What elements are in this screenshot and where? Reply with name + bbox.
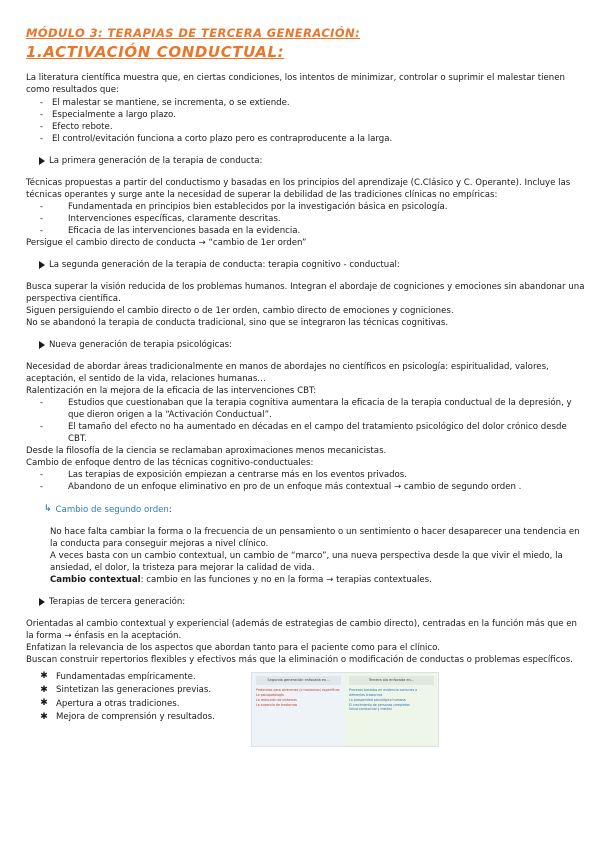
list-item: ✱ Sintetizan las generaciones previas. [38, 684, 258, 698]
list-item: ✱ Fundamentadas empíricamente. [38, 670, 258, 684]
list-item: - El tamaño del efecto no ha aumentado en décadas en el campo del tratamiento psicológico del dolor crónico desde CBT. [40, 421, 586, 445]
comparison-table-image [251, 672, 439, 747]
third-gen-line: Buscan construir repertorios flexibles y efectivos más que la eliminación o modificación de conductas o problemas específicos. [26, 655, 573, 666]
list-item: - Intervenciones específicas, claramente descritas. [40, 213, 586, 225]
new-gen-text: Cambio de enfoque dentro de las técnicas cognitivo-conductuales: [26, 458, 314, 469]
list-item: ✱ Mejora de comprensión y resultados. [38, 711, 258, 725]
triangle-bullet-icon [39, 341, 45, 349]
star-bullet-icon: ✱ [40, 698, 48, 709]
new-gen-list-2 [26, 469, 586, 493]
section-heading: 1.ACTIVACIÓN CONDUCTUAL: [26, 42, 285, 61]
new-gen-heading: Nueva generación de terapia psicológicas: [26, 339, 586, 351]
star-list [26, 670, 258, 724]
module-heading: MÓDULO 3: TERAPIAS DE TERCERA GENERACIÓN: [26, 26, 361, 40]
contextual-change-line: Cambio contextual: cambio en las funciones y no en la forma → terapias contextuales. [50, 575, 432, 586]
first-gen-list [26, 201, 586, 237]
second-gen-line: Siguen persiguiendo el cambio directo o de 1er orden, cambio directo de emociones y cogniciones. [26, 305, 454, 316]
list-item: - Estudios que cuestionaban que la terapia cognitiva aumentara la eficacia de la terapia conductual de la depresión, y que dieron origen a la “Activación Conductual”. [40, 397, 586, 421]
second-order-link-row: ↳ Cambio de segundo orden : [44, 504, 172, 515]
third-gen-line: Orientadas al cambio contextual y experiencial (además de estrategias de cambio directo), centradas en la función más que en la forma → énfasis en la aceptación. [26, 619, 577, 642]
second-order-block [26, 526, 586, 586]
thumb-left-column: Segunda generación enfocada en... Protocolos para síndromes (o trastornos) específicos La psicopatología La reducción de síntomas La ausencia de trastornos [252, 673, 345, 746]
new-gen-text: Ralentización en la mejora de la eficacia de las intervenciones CBT: [26, 386, 317, 397]
new-gen-list-1 [26, 397, 586, 445]
list-item: - El control/evitación funciona a corto plazo pero es contraproducente a la larga. [40, 133, 586, 145]
list-item: - Fundamentada en principios bien establecidos por la investigación básica en psicología. [40, 201, 586, 213]
third-gen-heading: Terapias de tercera generación: [26, 596, 586, 608]
list-item: ✱ Apertura a otras tradiciones. [38, 697, 258, 711]
third-gen-summary [26, 670, 586, 724]
return-arrow-icon: ↳ [44, 504, 52, 515]
list-item: - Eficacia de las intervenciones basada en la evidencia. [40, 225, 586, 237]
second-order-link[interactable]: Cambio de segundo orden [55, 504, 169, 515]
second-gen-line: No se abandonó la terapia de conducta tradicional, sino que se integraron las técnicas cognitivas. [26, 317, 449, 328]
first-gen-closing: Persigue el cambio directo de conducta → “cambio de 1er orden” [26, 237, 307, 248]
list-item: - El malestar se mantiene, se incrementa, o se extiende. [40, 97, 586, 109]
second-order-text: A veces basta con un cambio contextual, un cambio de “marco”, una nueva perspectiva desde la que vivir el miedo, la ansiedad, el dolor, la tristeza para mejorar la calidad de vida. [50, 551, 563, 574]
document-page [26, 26, 586, 724]
star-bullet-icon: ✱ [40, 684, 48, 695]
first-gen-heading: La primera generación de la terapia de conducta: [26, 155, 586, 167]
list-item: - Especialmente a largo plazo. [40, 109, 586, 121]
star-bullet-icon: ✱ [40, 671, 48, 682]
new-gen-text: Desde la filosofía de la ciencia se reclamaban aproximaciones menos mecanicistas. [26, 446, 387, 457]
second-gen-heading: La segunda generación de la terapia de conducta: terapia cognitivo - conductual: [26, 259, 586, 271]
triangle-bullet-icon [39, 598, 45, 606]
first-gen-text: Técnicas propuestas a partir del conductismo y basadas en los principios del aprendizaje (C.Clásico y C. Operante). Incluye las técnicas operantes y surge ante la necesidad de superar la debilidad de las tradiciones clínicas no empíricas: [26, 177, 571, 200]
triangle-bullet-icon [39, 157, 45, 165]
thumb-right-column: Tercera ola enfocada en... Procesos basados en evidencia comunes a diferentes trastornos La prosperidad psicológica humana El crecimiento de personas completas Salud conductual y mental [345, 673, 438, 746]
list-item: - Abandono de un enfoque eliminativo en pro de un enfoque más contextual → cambio de segundo orden . [40, 481, 586, 493]
new-gen-text: Necesidad de abordar áreas tradicionalmente en manos de abordajes no científicos en psicología: espiritualidad, valores, aceptación, el sentido de la vida, relaciones humanas… [26, 362, 549, 385]
third-gen-line: Enfatizan la relevancia de los aspectos que abordan tanto para el paciente como para el clínico. [26, 643, 440, 654]
contextual-change-label: Cambio contextual [50, 575, 141, 586]
list-item: - Efecto rebote. [40, 121, 586, 133]
list-item: - Las terapias de exposición empiezan a centrarse más en los eventos privados. [40, 469, 586, 481]
second-gen-line: Busca superar la visión reducida de los problemas humanos. Integran el abordaje de cogniciones y emociones sin abandonar una perspectiva científica. [26, 281, 585, 304]
star-bullet-icon: ✱ [40, 711, 48, 722]
triangle-bullet-icon [39, 261, 45, 269]
second-order-text: No hace falta cambiar la forma o la frecuencia de un pensamiento o un sentimiento o hacer desaparecer una tendencia en la conducta para conseguir mejoras a nivel clínico. [50, 526, 580, 549]
intro-list [26, 97, 586, 145]
intro-text: La literatura científica muestra que, en ciertas condiciones, los intentos de minimizar, controlar o suprimir el malestar tienen como resultados que: [26, 73, 565, 96]
